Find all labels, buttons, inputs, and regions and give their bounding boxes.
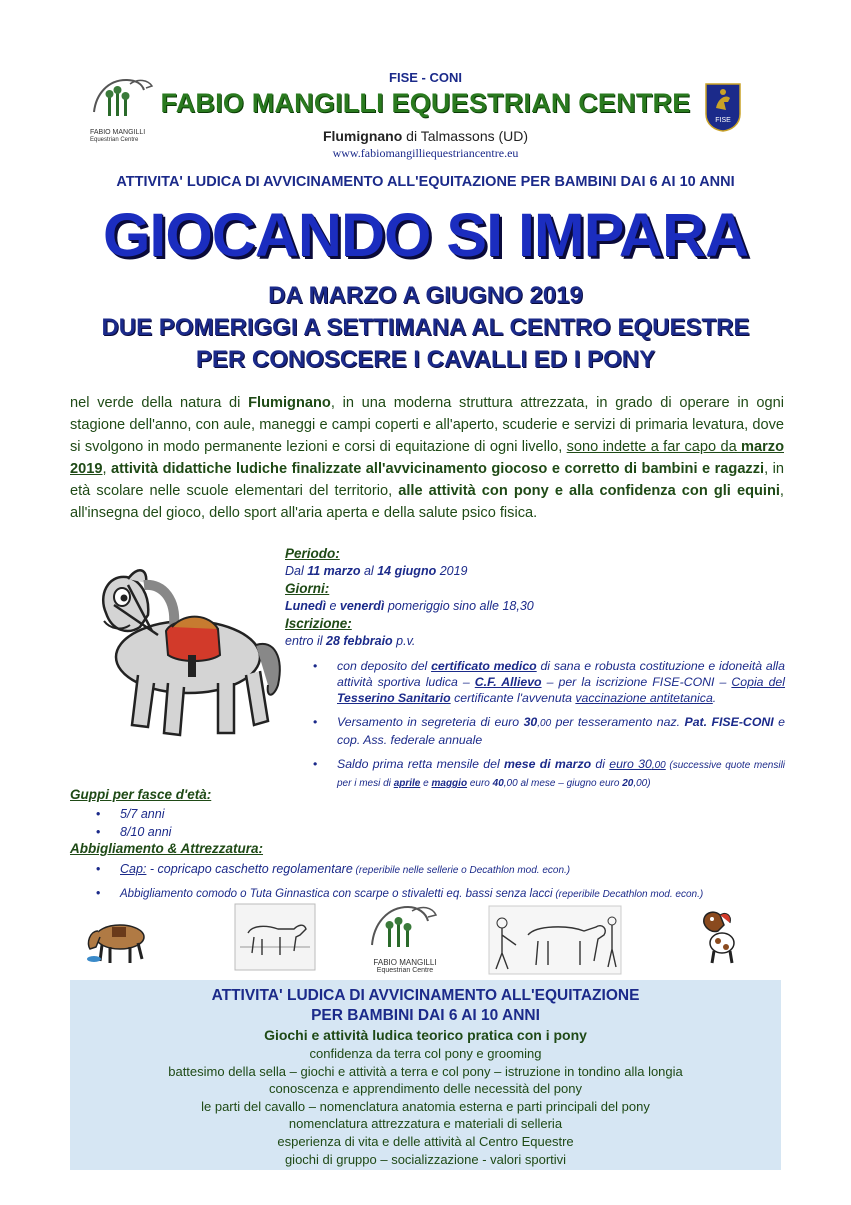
groups-block [70, 787, 770, 908]
giorni-value [285, 598, 785, 615]
location-town: Flumignano [322, 128, 403, 144]
txt-small: e [420, 778, 432, 789]
box-title-2: PER BAMBINI DAI 6 AI 10 ANNI [311, 1007, 540, 1024]
giorni-label-text: Giorni: [285, 581, 330, 596]
age-groups-list [70, 805, 770, 841]
tagline-1: DA MARZO A GIUGNO 2019 [268, 282, 583, 309]
txt: pomeriggio sino alle 18,30 [384, 599, 534, 613]
txt-bold: Lunedì [285, 599, 326, 613]
activities-box [70, 980, 781, 1170]
list-item: battesimo della sella – giochi e attività a terra e col pony – istruzione in tondino alla longia [168, 1063, 683, 1079]
txt: di sana e robusta costituzione e idoneità alla attività sportiva ludica – [337, 659, 785, 689]
txt: 2019 [436, 564, 468, 578]
txt-underline: Cap: [120, 862, 147, 876]
txt-bold: 28 febbraio [326, 634, 393, 648]
badge-text: FISE [715, 117, 731, 124]
txt-small-bold: aprile [393, 778, 421, 789]
txt: con deposito del [337, 659, 432, 673]
txt-small: ,00 al mese – giugno euro [503, 778, 623, 789]
list-item: esperienza di vita e delle attività al Centro Equestre [277, 1133, 574, 1149]
txt-small: ,00 [651, 760, 666, 771]
requirements-list [285, 658, 785, 792]
txt: e [325, 599, 340, 613]
txt: al [360, 564, 378, 578]
txt-underline: vaccinazione antitetanica [575, 691, 713, 705]
list-item: • 8/10 anni [120, 823, 770, 841]
footer-logo [362, 901, 448, 979]
groups-label: Guppi per fasce d'età: [70, 787, 212, 802]
footer-logo-text-2: Equestrian Centre [376, 967, 434, 974]
txt-underline: euro 30 [609, 757, 652, 771]
centre-name: FABIO MANGILLI EQUESTRIAN CENTRE [160, 88, 691, 118]
iscrizione-value [285, 633, 785, 650]
intro-text: , all'insegna del gioco, dello sport all'aria aperta e della salute psico fisica. [70, 483, 784, 521]
list-item: giochi di gruppo – socializzazione - valori sportivi [284, 1151, 567, 1167]
txt-small-bold: 40 [492, 778, 504, 789]
txt-bold-underline: Tesserino Sanitario [337, 691, 451, 705]
website-link[interactable]: www.fabiomangilliequestriancentre.eu [332, 146, 519, 160]
farrier-sketch-icon [488, 905, 622, 975]
txt-small: ,00 [537, 718, 552, 729]
equipment-label: Abbigliamento & Attrezzatura: [70, 841, 264, 856]
cartoon-pony-icon [696, 909, 738, 965]
txt: entro il [285, 634, 326, 648]
txt-bold-underline: C.F. Allievo [474, 675, 542, 689]
grooming-horse-icon [82, 913, 150, 965]
list-item [120, 860, 770, 880]
intro-text: , in età scolare nelle scuole elementari del territorio, [70, 461, 785, 499]
iscrizione-label-text: Iscrizione: [285, 616, 352, 631]
list-item [337, 714, 785, 748]
txt: – per la iscrizione FISE-CONI – [541, 675, 732, 689]
txt-small-bold: maggio [431, 778, 468, 789]
txt-small: euro [467, 778, 493, 789]
header-org: FISE - CONI [389, 70, 462, 85]
tagline-3: PER CONOSCERE I CAVALLI ED I PONY [195, 346, 656, 373]
txt: Saldo prima retta mensile del [337, 757, 504, 771]
intro-text: , [102, 461, 112, 477]
logo-text-2: Equestrian Centre [90, 137, 139, 143]
subtitle: ATTIVITA' LUDICA DI AVVICINAMENTO ALL'EQUITAZIONE PER BAMBINI DAI 6 AI 10 ANNI [116, 174, 735, 190]
giorni-label [285, 580, 785, 598]
txt: Abbigliamento comodo o Tuta Ginnastica con scarpe o stivaletti eq. bassi senza lacci [120, 888, 553, 900]
txt-bold-underline: certificato medico [431, 659, 537, 673]
txt-bold: mese di marzo [503, 757, 592, 771]
list-item: conoscenza e apprendimento delle necessità del pony [269, 1081, 582, 1097]
periodo-value [285, 563, 785, 580]
location [0, 128, 851, 144]
iscrizione-label [285, 615, 785, 633]
horse-logo-icon [362, 901, 448, 953]
intro-text: nel verde della natura di [70, 395, 249, 411]
main-title: GIOCANDO SI IMPARA [102, 201, 749, 269]
intro-underline-bold: marzo 2019 [70, 439, 784, 477]
txt: per tesseramento naz. [551, 715, 685, 729]
txt-bold: 30 [523, 715, 538, 729]
txt-bold: 11 marzo [307, 564, 361, 578]
txt: certificante l'avvenuta [450, 691, 576, 705]
txt-small: (reperibile nelle sellerie o Decathlon mod. econ.) [352, 865, 571, 876]
txt: . [712, 691, 717, 705]
footer-logo-text-1: FABIO MANGILLI [373, 958, 437, 967]
intro-bold: alle attività con pony e alla confidenza con gli equini [398, 483, 780, 499]
list-item: confidenza da terra col pony e grooming [309, 1046, 542, 1061]
logo-text-1: FABIO MANGILLI [90, 129, 146, 136]
tagline-2: DUE POMERIGGI A SETTIMANA AL CENTRO EQUESTRE [101, 314, 750, 341]
cartoon-horse [68, 565, 290, 755]
intro-bold: Flumignano [248, 395, 331, 411]
info-block [285, 545, 785, 800]
box-heading: Giochi e attività ludica teorico pratica con i pony [264, 1027, 587, 1043]
txt-bold: venerdì [339, 599, 385, 613]
list-item: nomenclatura attrezzatura e materiali di selleria [288, 1116, 563, 1132]
periodo-label-text: Periodo: [285, 546, 340, 561]
txt: Versamento in segreteria di euro [337, 715, 524, 729]
txt-small-bold: 20 [622, 778, 634, 789]
list-item: le parti del cavallo – nomenclatura anatomia esterna e parti principali del pony [201, 1098, 650, 1114]
periodo-label [285, 545, 785, 563]
intro-bold: attività didattiche ludiche finalizzate all'avvicinamento giocoso e corretto di bambini e ragazzi [111, 461, 765, 477]
txt: e cop. Ass. federale annuale [337, 715, 785, 747]
txt: p.v. [392, 634, 416, 648]
box-title-1: ATTIVITA' LUDICA DI AVVICINAMENTO ALL'EQUITAZIONE [211, 987, 640, 1004]
txt-underline: Copia del [731, 675, 785, 689]
txt: Dal [285, 564, 308, 578]
location-rest: di Talmassons (UD) [402, 128, 529, 144]
pictures-row [0, 897, 851, 982]
list-item [337, 658, 785, 706]
txt: - copricapo caschetto regolamentare [146, 862, 353, 876]
txt-small: (successive quote mensili per i mesi di [337, 760, 786, 789]
txt-bold: Pat. FISE-CONI [684, 715, 774, 729]
intro-underline: sono indette a far capo da [566, 439, 742, 455]
list-item: • 5/7 anni [120, 805, 770, 823]
intro-paragraph [70, 392, 784, 524]
txt: di [591, 757, 610, 771]
txt-small: ,00) [633, 778, 651, 789]
cartoon-horse-icon [68, 565, 290, 755]
txt-small: (reperibile Decathlon mod. econ.) [552, 889, 704, 900]
intro-text: , in una moderna struttura attrezzata, in grado di operare in ogni stagione dell'anno, con aule, maneggi e campi coperti e all'aperto, scuderie e servizi di primaria levatura, dove si svolgono in modo permanente lezioni e corsi di equitazione di ogni livello, [70, 395, 785, 455]
txt-bold: 14 giugno [377, 564, 437, 578]
horse-sketch-icon [234, 903, 316, 971]
